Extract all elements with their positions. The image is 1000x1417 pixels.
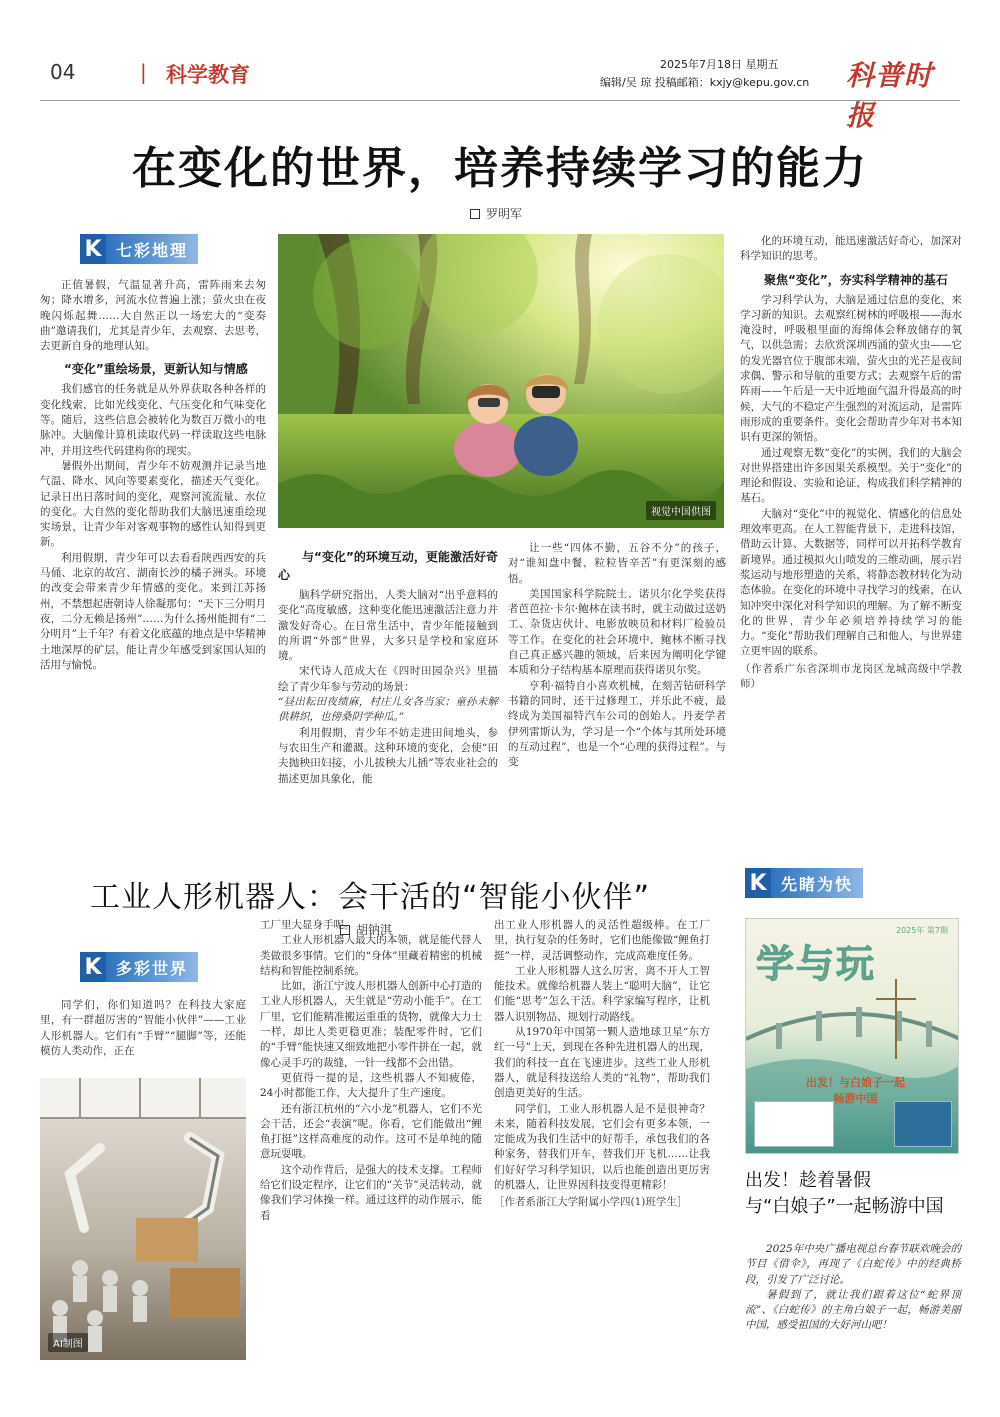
article1-subheading: 聚焦“变化”，夯实科学精神的基石 [764, 272, 948, 287]
preview-headline [745, 1168, 965, 1220]
article1-column-4 [740, 234, 962, 692]
preview-headline-line: 出发！趁着暑假 [745, 1170, 871, 1191]
cover-tagline-line: 出发！与白娘子一起 [806, 1076, 905, 1089]
cover-inset-card [754, 1101, 834, 1147]
article2-paragraph: 从1970年中国第一颗人造地球卫星“东方红一号”上天，到现在各种先进机器人的出现，我们的科技一直在飞速进步。这些工业人形机器人，就是科技送给人类的“礼物”，帮助我们创造更美好的生活。 [494, 1026, 710, 1100]
article1-author: 罗明军 [486, 207, 523, 221]
article2-paragraph: 同学们，你们知道吗？在科技大家庭里，有一群超厉害的“智能小伙伴”——工业人形机器人。它们有“手臂”“腿脚”等，还能模仿人类动作，正在 [40, 999, 246, 1057]
article1-column-1 [40, 278, 266, 673]
article2-paragraph: 比如，浙江宁波人形机器人创新中心打造的工业人形机器人，天生就是“劳动小能手”。在工厂里，它们能精准搬运重重的货物，就像大力士一样，却比人类更稳更准；装配零件时，它们的“手臂”能快速又细致地把小零件拼在一起，就像心灵手巧的裁缝，一针一线都不会出错。 [260, 980, 482, 1069]
article1-paragraph: 我们感官的任务就是从外界获取各种各样的变化线索，比如光线变化、气压变化和气味变化等。随后，这些信息会被转化为数百万微小的电脉冲。大脑像计算机读取代码一样读取这些电脉冲，并用这些代码建构你的现实。 [40, 383, 266, 457]
article1-paragraph: 利用假期，青少年可以去看看陕西西安的兵马俑、北京的故宫、湖南长沙的橘子洲头。环境的改变会带来青少年情感的变化。来到江苏扬州，不禁想起唐朝诗人徐凝那句：“天下三分明月夜，二分无赖是扬州”……为什么扬州能拥有“二分明月”上千年？有着文化底蕴的地点是中华精神土地深厚的矿层，能让青少年感受到家国认知的活用与愉悦。 [40, 551, 266, 671]
preview-paragraph: 2025年中央广播电视总台春节联欢晚会的节目《借伞》，再现了《白蛇传》中的经典桥段，引发了广泛讨论。 [745, 1243, 961, 1286]
article2-headline: 工业人形机器人：会干活的“智能小伙伴” [89, 880, 651, 915]
preview-paragraph: 暑假到了，就让我们跟着这位“蛇界顶流”、《白蛇传》的主角白娘子一起，畅游美丽中国，感受祖国的大好河山吧！ [745, 1288, 961, 1332]
article2-paragraph: 这个动作背后，是强大的技术支撑。工程师给它们设定程序，让它们的“关节”灵活转动，就像我们学习体操一样。通过这样的动作展示，能看 [260, 1163, 482, 1222]
factory-robots-illustration [40, 1078, 246, 1360]
article1-column-3 [508, 541, 726, 770]
cover-title: 学与玩 [756, 942, 877, 986]
page-number: 04 [50, 60, 76, 84]
article2-column-3 [494, 918, 710, 1211]
article1-paragraph: 让一些“四体不勤，五谷不分”的孩子，对“谁知盘中餐，粒粒皆辛苦”有更深刻的感悟。 [508, 542, 726, 585]
editor-contact: 编辑/吴 琼 投稿邮箱：kxjy@kepu.gov.cn [600, 76, 810, 89]
k-logo-icon: K [80, 234, 106, 264]
article1-column-2 [278, 548, 498, 787]
preview-section-tag [745, 868, 863, 898]
preview-tag-label: 先睹为快 [771, 868, 863, 898]
article1-paragraph: 美国国家科学院院士、诺贝尔化学奖获得者芭芭拉·卡尔·鲍林在读书时，就主动做过送奶工、杂货店伙计、电影放映员和材料厂检验员等工作。在变化的社会环境中，鲍林不断寻找自己真正感兴趣的领域，后来因为阐明化学键本质和分子结构基本原理而获得诺贝尔奖。 [508, 587, 726, 677]
article1-poem: “昼出耘田夜绩麻，村庄儿女各当家；童孙未解供耕织，也傍桑阴学种瓜。” [278, 696, 498, 724]
article1-section-tag [80, 234, 198, 264]
article1-paragraph: 学习科学认为，大脑是通过信息的变化，来学习新的知识。去观察红树林的呼吸根——海水淹没时，呼吸根里面的海绵体会释放储存的氧气，以供急需；去欣赏深圳西涌的萤火虫——它的发光器官位于腹部末端，萤火虫的光芒是夜间求偶、警示和导航的重要方式；去观察午后的雷阵雨——午后是一天中近地面气温升得最高的时候，大气的不稳定产生强烈的对流运动，是雷阵雨形成的重要条件。变化会帮助青少年对书本知识有更深的领悟。 [740, 293, 962, 444]
masthead-divider [40, 100, 960, 101]
article2-paragraph: 工业人形机器人最大的本领，就是能代替人类做很多事情。它们的“身体”里藏着精密的机械结构和智能控制系统。 [260, 934, 482, 977]
article1-headline: 在变化的世界，培养持续学习的能力 [132, 143, 868, 194]
article1-tag-label: 七彩地理 [106, 234, 198, 264]
cover-inset-card [894, 1101, 952, 1147]
article2-paragraph: 出工业人形机器人的灵活性超级棒。在工厂里，执行复杂的任务时，它们也能像做“鲤鱼打挺”一样，灵活调整动作，完成高难度任务。 [494, 919, 710, 962]
article2-paragraph: 还有浙江杭州的“六小龙”机器人，它们不光会干活，还会“表演”呢。你看，它们能做出“鲤鱼打挺”这样高难度的动作。这可不是单纯的随意玩耍哦。 [260, 1102, 482, 1161]
article1-paragraph: 大脑对“变化”中的视觉化、情感化的信息处理效率更高。在人工智能背景下，走进科技馆，借助云计算、大数据等，同样可以开拓科学教育新境界。通过模拟火山喷发的三维动画，展示岩浆运动与地形塑造的关系，将静态教材转化为动态体验。在变化的环境中寻找学习的线索，在认知冲突中深化对科学知识的理解。为了解不断变化的世界，青少年必须培养持续学习的能力。“变化”帮助我们理解自己和他人，与世界建立更牢固的联系。 [740, 507, 962, 658]
article1-photo [278, 234, 724, 528]
article2-column-2 [260, 918, 482, 1224]
article1-paragraph: 化的环境互动，能迅速激活好奇心，加深对科学知识的思考。 [740, 235, 962, 263]
article1-paragraph: 亨利·福特自小喜欢机械，在刻苦钻研科学书籍的同时，还干过修理工，并乐此不疲，最终成为美国福特汽车公司的创始人。丹麦学者伊列雷斯认为，学习是一个“个体与其所处环境的互动过程”，也是一个“心理的获得过程”。与变 [508, 679, 726, 769]
article2-paragraph: 同学们，工业人形机器人是不是很神奇？未来，随着科技发展，它们会有更多本领，一定能成为我们生活中的好帮手，承包我们的各种家务，替我们开车，替我们开飞机……让我们好好学习科学知识，以后也能创造出更厉害的机器人，让世界因科技变得更精彩！ [494, 1102, 710, 1192]
children-with-binoculars-photo [278, 234, 724, 528]
newspaper-logo: 科普时报 [846, 59, 934, 132]
preview-headline-line: 与“白娘子”一起畅游中国 [745, 1196, 944, 1217]
article1-paragraph: 正值暑假，气温显著升高，雷阵雨来去匆匆；降水增多，河流水位普遍上涨；萤火虫在夜晚闪烁起舞……大自然正以一场宏大的“变奏曲”邀请我们，尤其是青少年，去观察、去思考，去更新自身的地理认知。 [40, 279, 266, 353]
article2-paragraph: 工厂里大显身手呢。 [260, 919, 355, 931]
masthead [40, 52, 960, 132]
article1-paragraph: 利用假期，青少年不妨走进田间地头，参与农田生产和灌溉。这种环境的变化，会使“田夫抛秧田妇接，小儿拔秧大儿插”等农业社会的描述更加具象化，能 [278, 726, 498, 785]
article1-paragraph: 通过观察无数“变化”的实例，我们的大脑会对世界搭建出许多因果关系模型。关于“变化”的理论和假设、实验和论证，构成我们科学精神的基石。 [740, 446, 962, 505]
byline-box-icon [470, 209, 480, 219]
k-logo-icon: K [745, 868, 771, 898]
article1-byline [470, 205, 522, 222]
article2-paragraph: 更值得一提的是，这些机器人不知疲倦，24小时都能工作，大大提升了生产速度。 [260, 1071, 482, 1100]
article2-author-note: ［作者系浙江大学附属小学四(1)班学生］ [494, 1196, 688, 1209]
article2-photo-credit: AI制图 [48, 1333, 88, 1352]
article1-paragraph: 脑科学研究指出，人类大脑对“出乎意料的变化”高度敏感，这种变化能迅速激活注意力并激发好奇心。在日常生活中，青少年能接触到的所谓“外部”世界，大多只是学校和家庭环境。 [278, 589, 498, 663]
article2-paragraph: 工业人形机器人这么厉害，离不开人工智能技术。就像给机器人装上“聪明大脑”，让它们能“思考”怎么干活。科学家编写程序，让机器人识别物品、规划行动路线。 [494, 964, 710, 1023]
masthead-separator: | [140, 60, 147, 84]
article1-paragraph: 宋代诗人范成大在《四时田园杂兴》里描绘了青少年参与劳动的场景： [278, 665, 498, 693]
section-name: 科学教育 [166, 63, 250, 87]
article2-photo [40, 1078, 246, 1360]
k-logo-icon: K [80, 952, 106, 982]
cover-issue: 2025年 第7期 [896, 926, 948, 935]
article2-section-tag [80, 952, 198, 982]
article1-author-note: （作者系广东省深圳市龙岗区龙城高级中学教师） [740, 662, 962, 691]
article1-photo-credit: 视觉中国供图 [646, 501, 716, 520]
article2-column-1 [40, 998, 246, 1059]
article2-tag-label: 多彩世界 [106, 952, 198, 982]
article2-author: 胡钠淇 [356, 923, 393, 937]
issue-date: 2025年7月18日 星期五 [660, 58, 779, 71]
cover-tagline-line: 畅游中国 [833, 1092, 878, 1105]
article1-paragraph: 暑假外出期间，青少年不妨观测并记录当地气温、降水、风向等要素变化，描述天气变化。记录日出日落时间的变化，观察河流流量、水位的变化。大自然的变化帮助我们大脑迅速重绘现实场景，让青少年对客观事物的感性认知得到更新。 [40, 459, 266, 549]
article1-subheading: 与“变化”的环境互动，更能激活好奇心 [278, 550, 498, 582]
magazine-cover [745, 918, 959, 1154]
article1-subheading: “变化”重绘场景，更新认知与情感 [64, 362, 248, 377]
preview-text [745, 1242, 961, 1334]
